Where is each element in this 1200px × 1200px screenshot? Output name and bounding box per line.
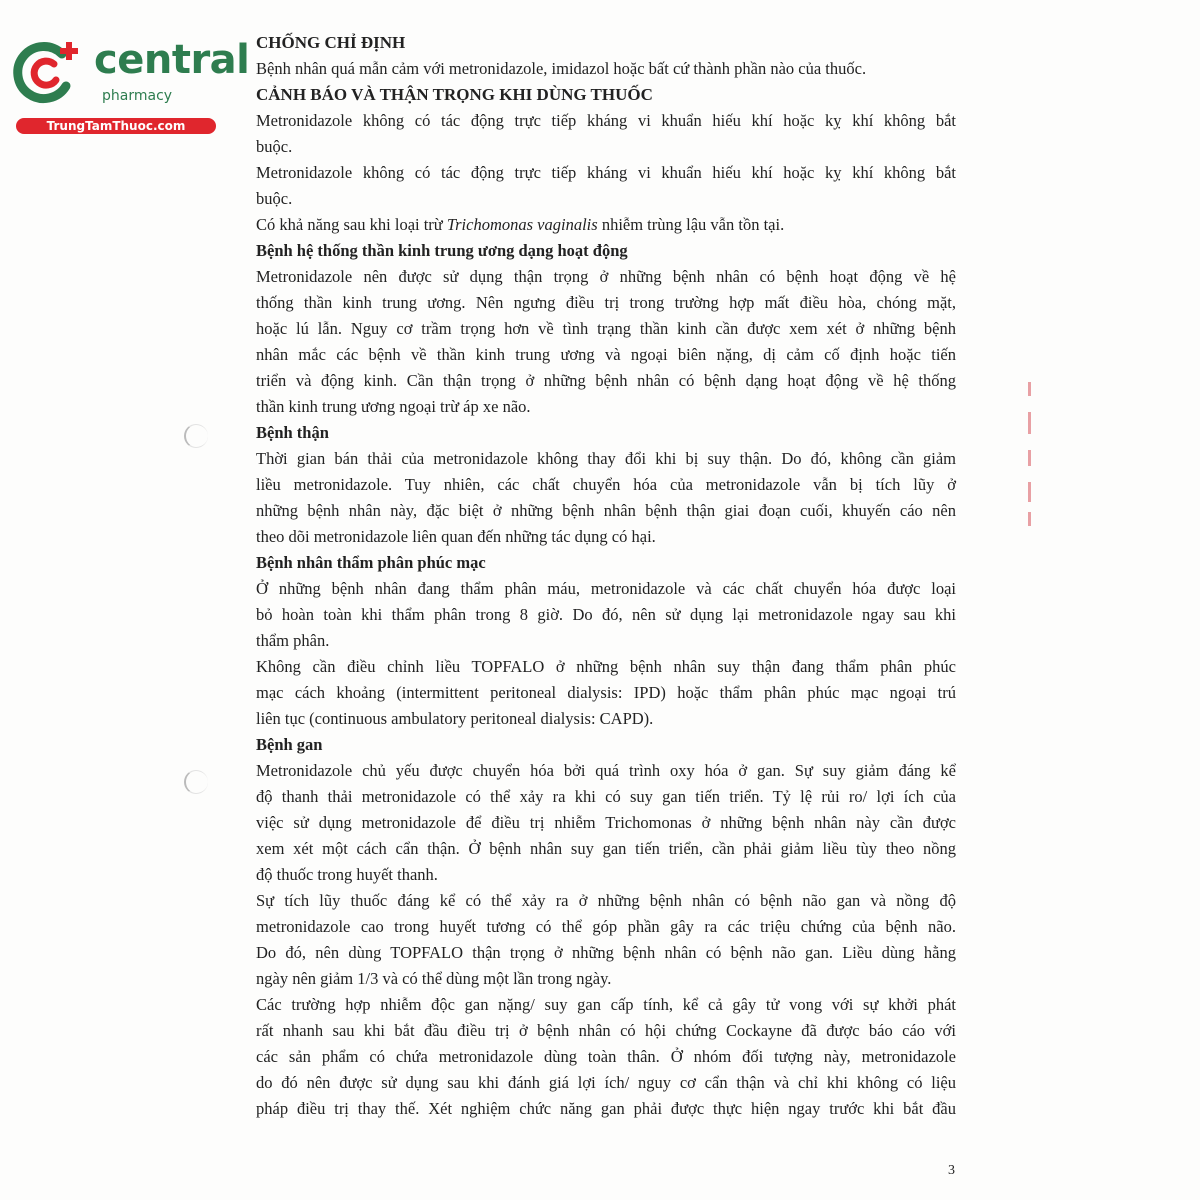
paragraph-text: nhiễm trùng lậu vẫn tồn tại.	[597, 215, 785, 234]
species-name: Trichomonas vaginalis	[446, 215, 598, 234]
paragraph-line: Sự tích lũy thuốc đáng kể có thể xảy ra ở những bệnh nhân có bệnh não gan và nồng độ	[256, 891, 956, 910]
paragraph-line	[256, 212, 956, 238]
paragraph-line: Ở những bệnh nhân đang thẩm phân máu, metronidazole và các chất chuyển hóa được loại	[256, 579, 956, 598]
page-number: 3	[948, 1163, 955, 1178]
subsection-heading: Bệnh gan	[256, 735, 323, 754]
paragraph-line: Các trường hợp nhiễm độc gan nặng/ suy gan cấp tính, kể cả gây tử vong với sự khởi phát	[256, 995, 956, 1014]
margin-stamp-mark	[1022, 382, 1036, 532]
logo-brand: central	[94, 37, 250, 83]
paragraph-line: những bệnh nhân này, đặc biệt ở những bệnh nhân bệnh thận giai đoạn cuối, khuyến cáo nên	[256, 501, 956, 520]
paragraph-line: việc sử dụng metronidazole để điều trị nhiễm Trichomonas ở những bệnh nhân này cần được	[256, 813, 956, 832]
paragraph-line: pháp điều trị thay thế. Xét nghiệm chức năng gan phải được thực hiện ngay trước khi bắt đầu	[256, 1099, 956, 1118]
paragraph-line: thần kinh trung ương ngoại trừ áp xe não.	[256, 397, 531, 416]
logo-subtitle: pharmacy	[102, 88, 173, 104]
paragraph-line: liều metronidazole. Tuy nhiên, các chất chuyển hóa của metronidazole vẫn bị tích lũy ở	[256, 475, 956, 494]
paragraph-line: độ thuốc trong huyết thanh.	[256, 865, 438, 884]
pharmacy-cross-icon	[10, 36, 86, 106]
paragraph-line: do đó nên được sử dụng sau khi đánh giá lợi ích/ nguy cơ cẩn thận và chỉ khi không có liệu	[256, 1073, 956, 1092]
paragraph-line: Metronidazole không có tác động trực tiếp kháng vi khuẩn hiếu khí hoặc kỵ khí không bắt	[256, 163, 956, 182]
paragraph-line: buộc.	[256, 137, 293, 156]
paragraph-line: Thời gian bán thải của metronidazole không thay đổi khi bị suy thận. Do đó, không cần giảm	[256, 449, 956, 468]
paragraph-line: các sản phẩm có chứa metronidazole dùng toàn thân. Ở nhóm đối tượng này, metronidazole	[256, 1047, 956, 1066]
document-body	[256, 30, 956, 1122]
paragraph-line: thẩm phân.	[256, 631, 330, 650]
paragraph-line: thống thần kinh trung ương. Nên ngưng điều trị trong trường hợp mất điều hòa, chóng mặt,	[256, 293, 956, 312]
section-heading: CẢNH BÁO VÀ THẬN TRỌNG KHI DÙNG THUỐC	[256, 85, 653, 104]
paragraph-line: triển và động kinh. Cần thận trọng ở những bệnh nhân có bệnh dạng hoạt động về hệ thống	[256, 371, 956, 390]
logo-website[interactable]: TrungTamThuoc.com	[16, 118, 216, 134]
paragraph-line: hoặc lú lẫn. Nguy cơ trầm trọng hơn về tình trạng thần kinh cần được xem xét ở những bệnh	[256, 319, 956, 338]
paragraph-line: mạc cách khoảng (intermittent peritoneal dialysis: IPD) hoặc thẩm phân phúc mạc ngoại trú	[256, 683, 956, 702]
paragraph-line: rất nhanh sau khi bắt đầu điều trị ở bệnh nhân có hội chứng Cockayne đã được báo cáo với	[256, 1021, 956, 1040]
paragraph-line: Metronidazole nên được sử dụng thận trọng ở những bệnh nhân có bệnh hoạt động về hệ	[256, 267, 956, 286]
paragraph-text: Có khả năng sau khi loại trừ	[256, 215, 447, 234]
central-pharmacy-logo[interactable]	[8, 36, 250, 136]
paragraph-line: liên tục (continuous ambulatory peritoneal dialysis: CAPD).	[256, 709, 654, 728]
paragraph-line: nhân mắc các bệnh về thần kinh trung ương và ngoại biên nặng, dị cảm cố định hoặc tiến	[256, 345, 956, 364]
paragraph-line: ngày nên giảm 1/3 và có thể dùng một lần trong ngày.	[256, 969, 612, 988]
subsection-heading: Bệnh thận	[256, 423, 329, 442]
paragraph-line: Metronidazole không có tác động trực tiếp kháng vi khuẩn hiếu khí hoặc kỵ khí không bắt	[256, 111, 956, 130]
paragraph-line: theo dõi metronidazole liên quan đến những tác dụng có hại.	[256, 527, 656, 546]
paragraph-line: Bệnh nhân quá mẫn cảm với metronidazole, imidazol hoặc bất cứ thành phần nào của thuốc.	[256, 59, 867, 78]
subsection-heading: Bệnh nhân thẩm phân phúc mạc	[256, 553, 486, 572]
paragraph-line: Metronidazole chủ yếu được chuyển hóa bởi quá trình oxy hóa ở gan. Sự suy giảm đáng kể	[256, 761, 956, 780]
binder-hole-bottom	[184, 770, 208, 794]
paragraph-line: Không cần điều chỉnh liều TOPFALO ở những bệnh nhân suy thận đang thẩm phân phúc	[256, 657, 956, 676]
paragraph-line: Do đó, nên dùng TOPFALO thận trọng ở những bệnh nhân có bệnh não gan. Liều dùng hằng	[256, 943, 956, 962]
paragraph-line: metronidazole cao trong huyết tương có thể góp phần gây ra các triệu chứng của bệnh não.	[256, 917, 956, 936]
paragraph-line: bỏ hoàn toàn khi thẩm phân trong 8 giờ. Do đó, nên sử dụng lại metronidazole ngay sau khi	[256, 605, 956, 624]
paragraph-line: độ thanh thải metronidazole có thể xảy ra khi có suy gan tiến triển. Tỷ lệ rủi ro/ lợi ích của	[256, 787, 956, 806]
binder-hole-top	[184, 424, 208, 448]
paragraph-line: xem xét một cách cẩn thận. Ở bệnh nhân suy gan tiến triển, cần phải giảm liều tùy theo nồng	[256, 839, 956, 858]
paragraph-line: buộc.	[256, 189, 293, 208]
subsection-heading: Bệnh hệ thống thần kinh trung ương dạng hoạt động	[256, 241, 628, 260]
section-heading: CHỐNG CHỈ ĐỊNH	[256, 33, 406, 52]
